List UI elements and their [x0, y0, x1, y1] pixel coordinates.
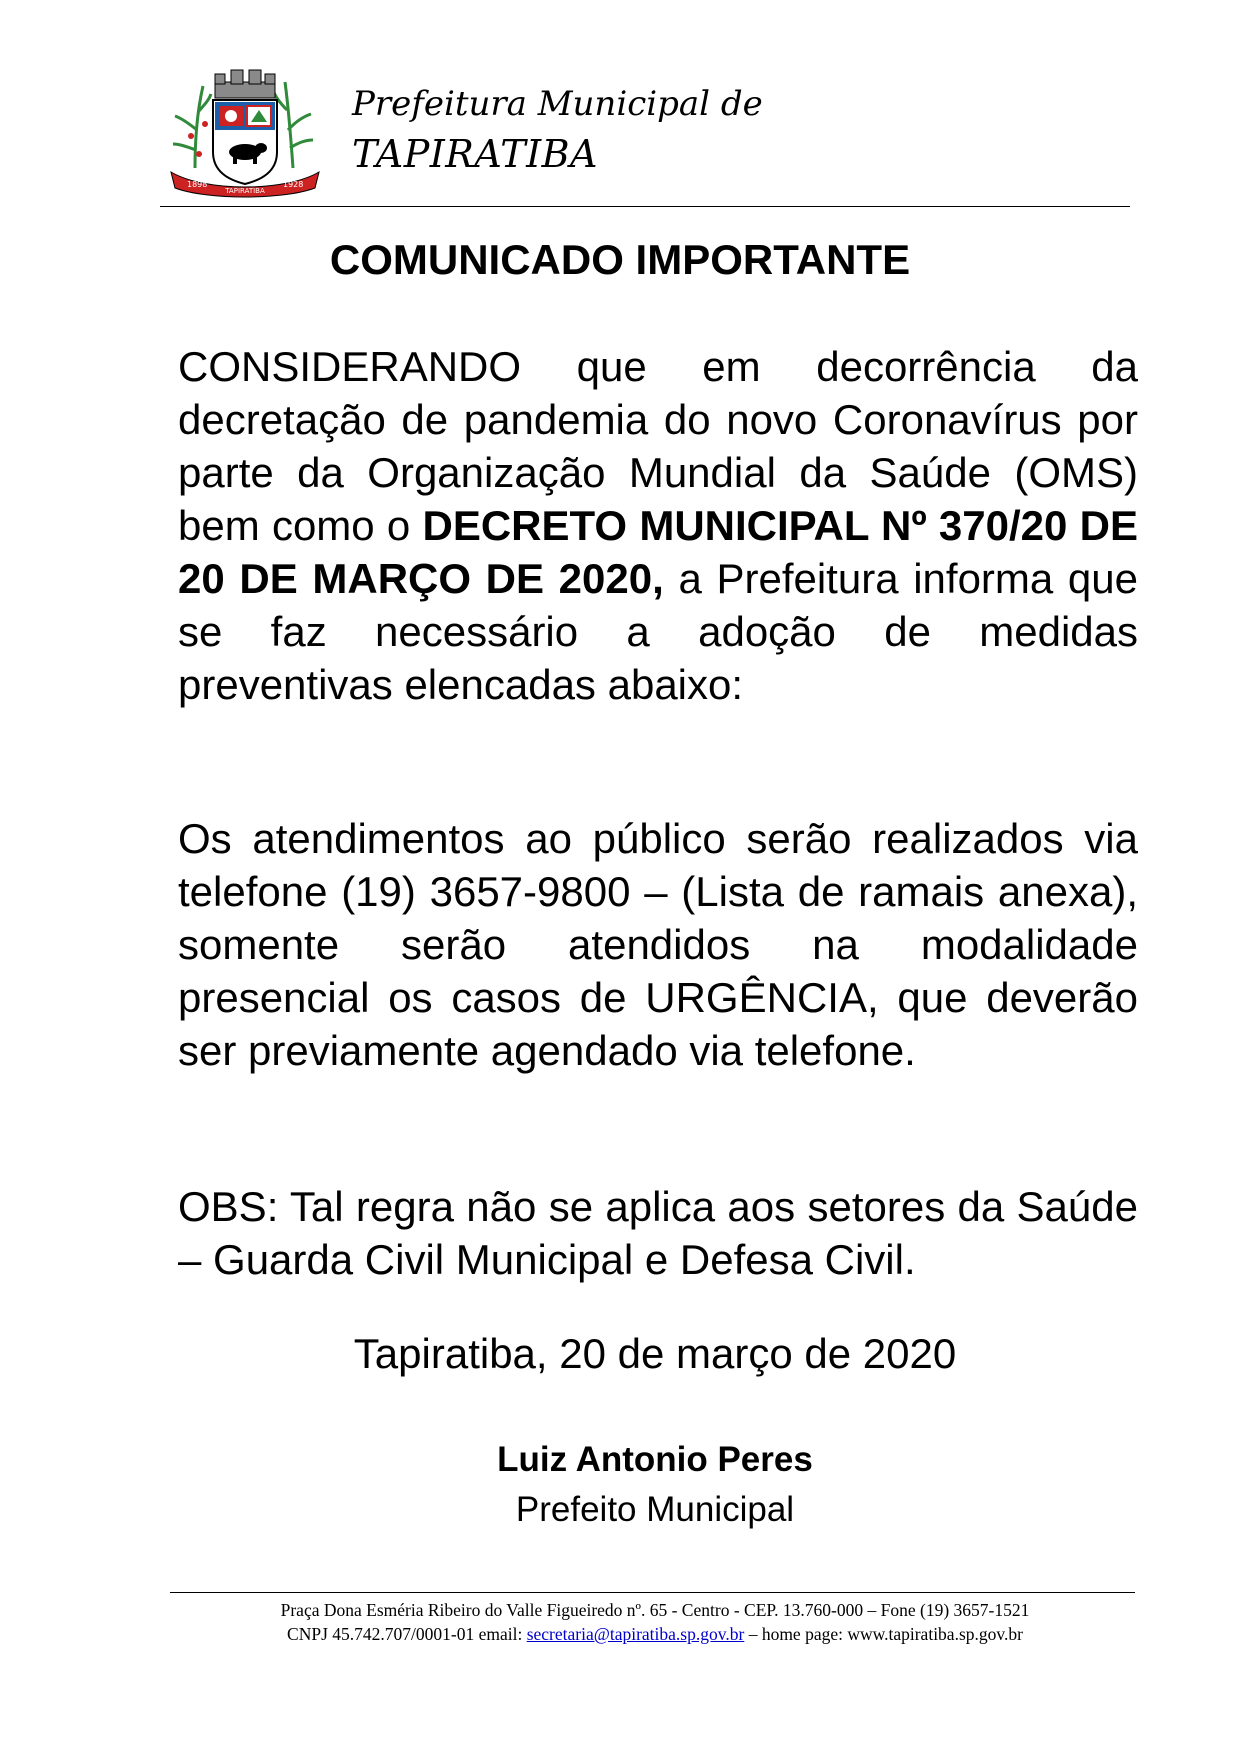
footer-homepage: – home page: www.tapiratiba.sp.gov.br [744, 1624, 1023, 1644]
footer-contact [0, 1624, 1240, 1645]
mural-crown-icon [215, 70, 275, 98]
footer-divider [170, 1592, 1135, 1593]
coffee-branch-icon [173, 86, 211, 168]
document-title: COMUNICADO IMPORTANTE [329, 236, 911, 283]
municipal-crest-logo [165, 60, 325, 200]
sugarcane-icon [273, 82, 313, 168]
footer-cnpj: CNPJ 45.742.707/0001-01 email: [287, 1624, 527, 1644]
header-line1: Prefeitura Municipal de [352, 84, 763, 124]
crest-town-name: TAPIRATIBA [225, 187, 265, 195]
footer-email-link[interactable]: secretaria@tapiratiba.sp.gov.br [526, 1624, 745, 1644]
signatory-name: Luiz Antonio Peres [497, 1440, 813, 1479]
signatory-role: Prefeito Municipal [515, 1490, 795, 1529]
paragraph-1-text-b: a Prefeitura informa que se faz necessário a adoção de medidas preventivas elencadas abaixo: [178, 555, 1138, 708]
crest-year-right: 1928 [283, 180, 304, 189]
paragraph-obs: OBS: Tal regra não se aplica aos setores da Saúde – Guarda Civil Municipal e Defesa Civil. [178, 1183, 1138, 1283]
header-divider [160, 206, 1130, 207]
paragraph-atendimentos: Os atendimentos ao público serão realizados via telefone (19) 3657-9800 – (Lista de ramais anexa), somente serão atendidos na modalidade presencial os casos de URGÊNCIA, que deverão ser previamente agendado via telefone. [178, 815, 1138, 1074]
footer-address: Praça Dona Esméria Ribeiro do Valle Figueiredo nº. 65 - Centro - CEP. 13.760-000 – Fone (19) 3657-1521 [280, 1600, 1030, 1620]
decree-reference: DECRETO MUNICIPAL Nº 370/20 DE 20 DE MARÇO DE 2020, [178, 502, 1138, 602]
paragraph-considerando [178, 340, 1138, 711]
paragraph-1-text-a: CONSIDERANDO que em decorrência da decretação de pandemia do novo Coronavírus por parte da Organização Mundial da Saúde (OMS) bem como o [178, 343, 1138, 549]
place-and-date: Tapiratiba, 20 de março de 2020 [353, 1330, 957, 1377]
crest-year-left: 1898 [187, 180, 208, 189]
header-municipality: TAPIRATIBA [352, 132, 598, 176]
